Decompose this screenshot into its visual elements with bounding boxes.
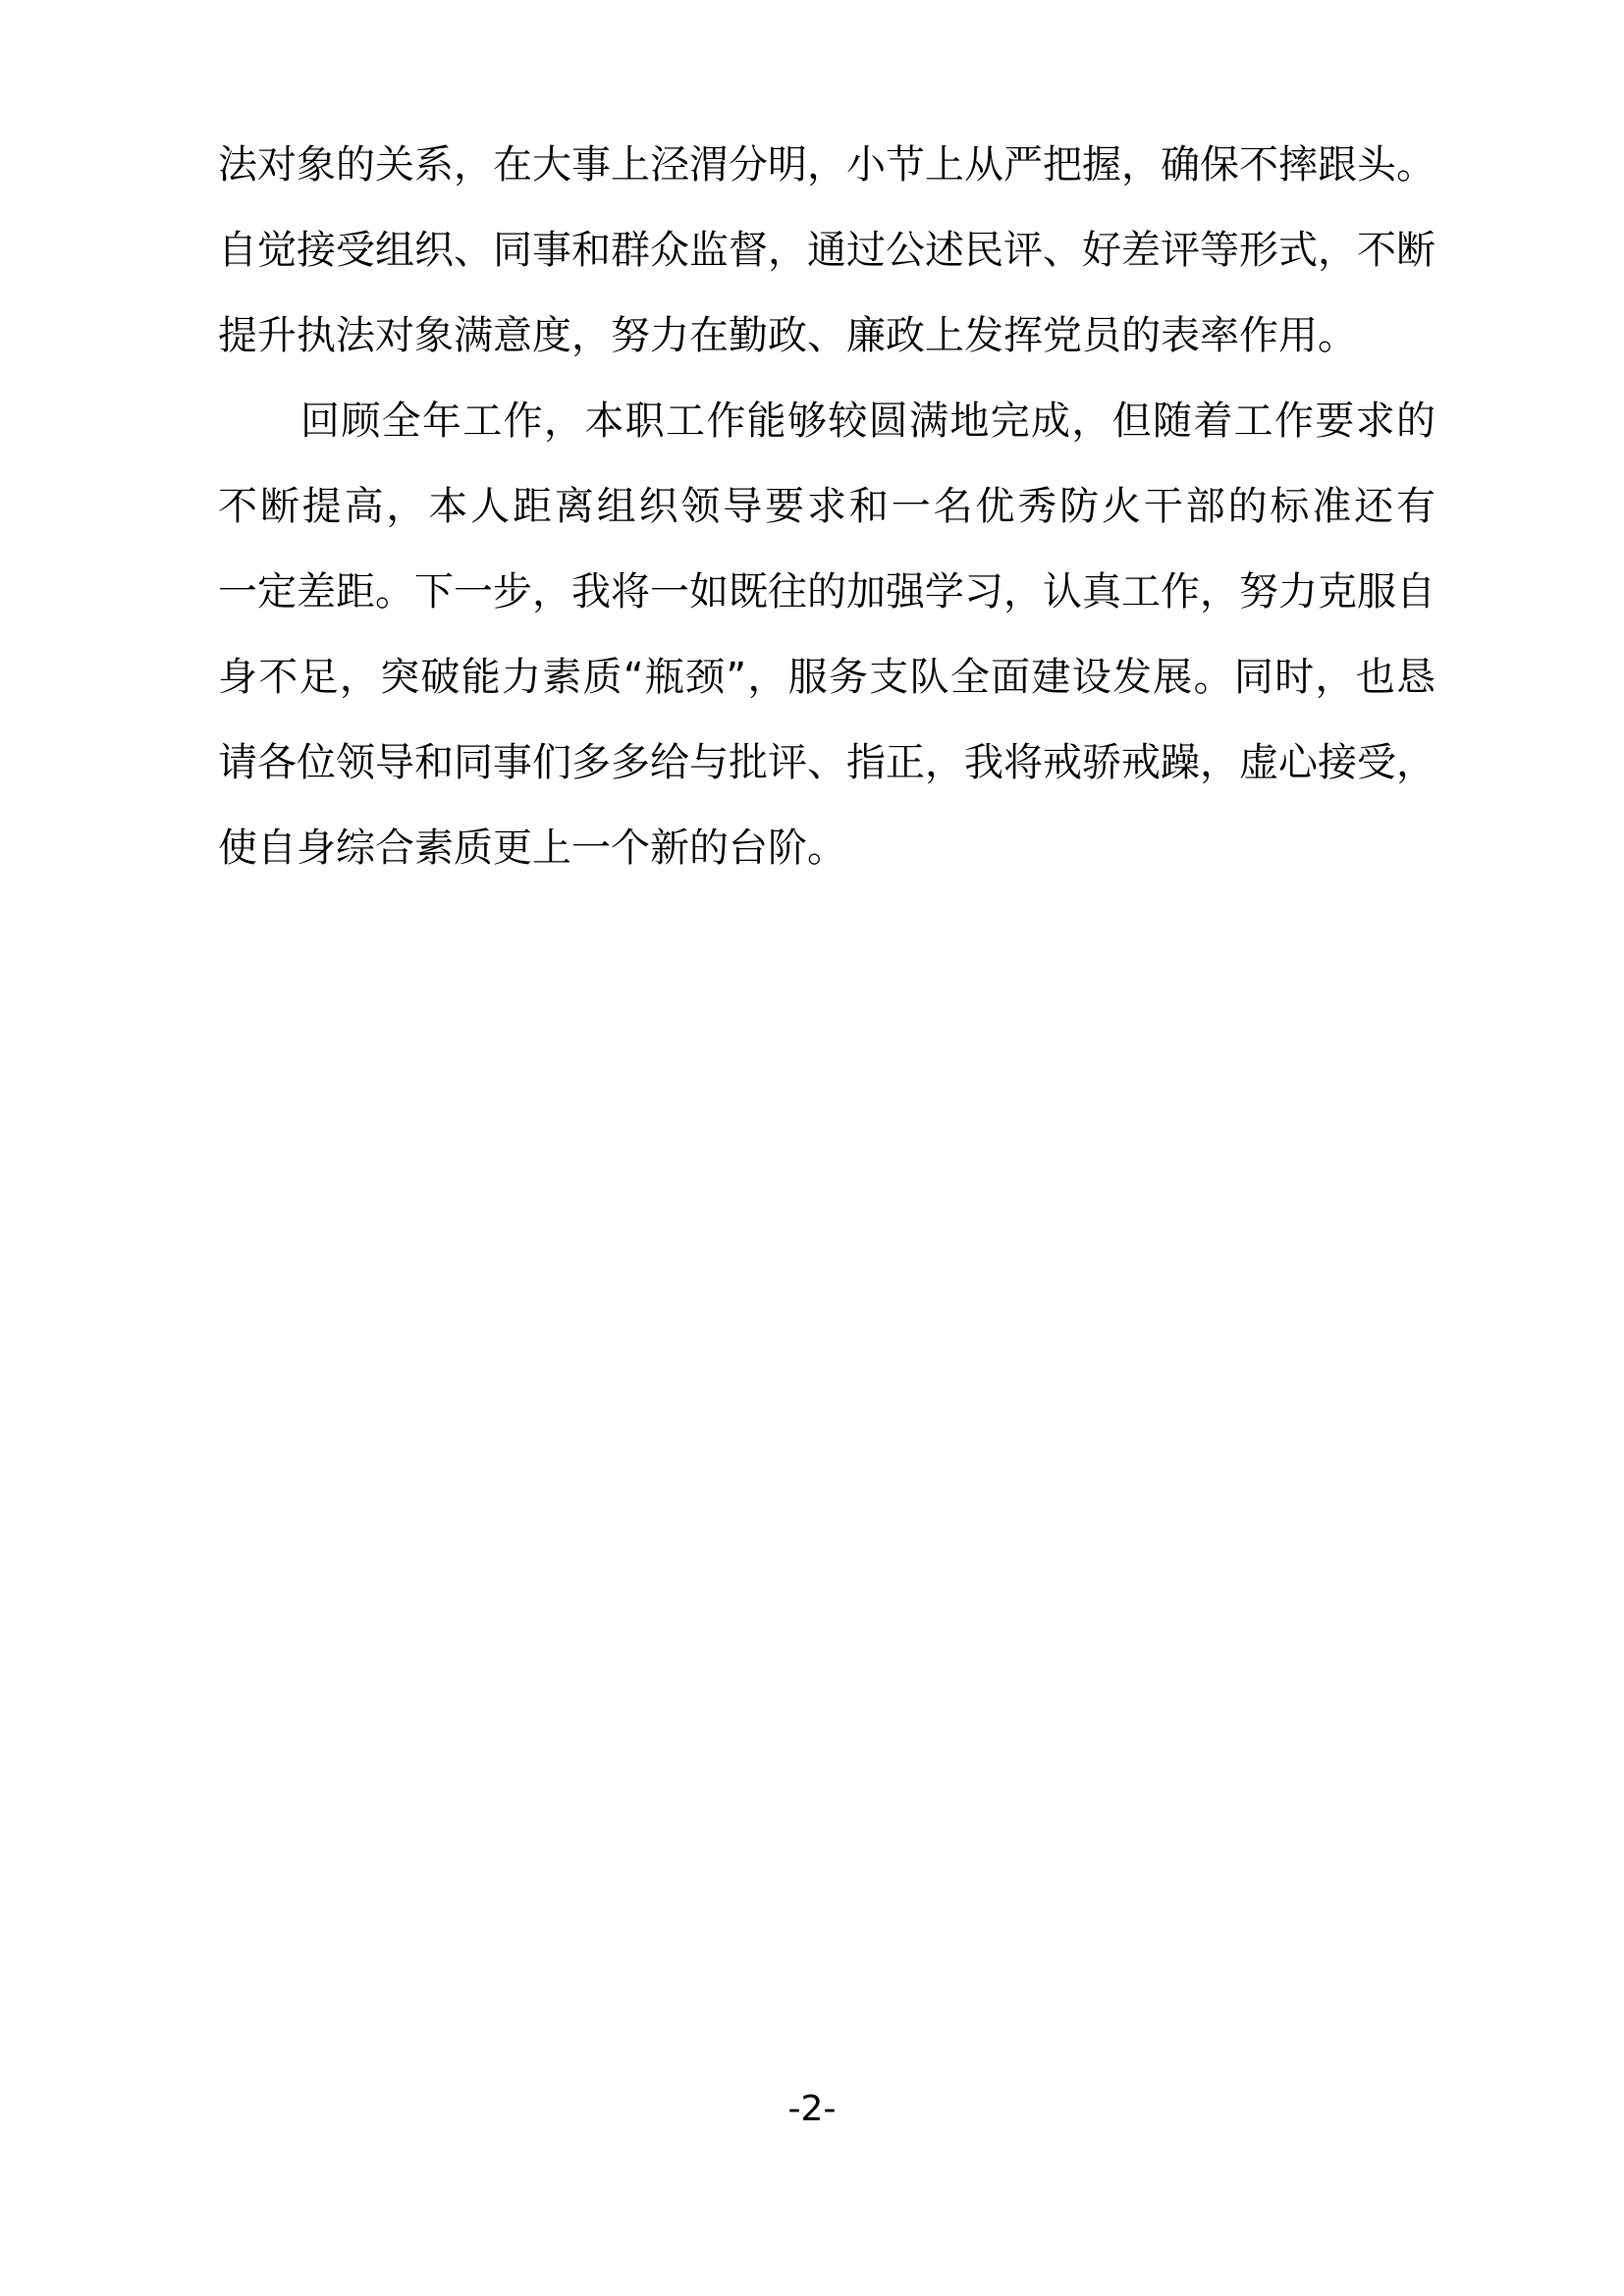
document-body (218, 123, 1435, 891)
paragraph-2 (218, 379, 1435, 891)
text-line: 使自身综合素质更上一个新的台阶。 (218, 826, 846, 871)
page-number: -2- (787, 2089, 837, 2129)
text-line: 身不足，突破能力素质“瓶颈”，服务支队全面建设发展。同时，也恳 (218, 655, 1435, 700)
text-line: 请各位领导和同事们多多给与批评、指正，我将戒骄戒躁，虚心接受， (218, 740, 1435, 785)
text-line: 回顾全年工作，本职工作能够较圆满地完成，但随着工作要求的 (300, 399, 1435, 444)
text-line: 一定差距。下一步，我将一如既往的加强学习，认真工作，努力克服自 (218, 569, 1435, 614)
text-line: 不断提高，本人距离组织领导要求和一名优秀防火干部的标准还有 (218, 484, 1435, 529)
text-line: 自觉接受组织、同事和群众监督，通过公述民评、好差评等形式，不断 (218, 228, 1435, 273)
text-line: 法对象的关系，在大事上泾渭分明，小节上从严把握，确保不摔跟头。 (218, 142, 1435, 187)
paragraph-1 (218, 123, 1435, 379)
text-line: 提升执法对象满意度，努力在勤政、廉政上发挥党员的表率作用。 (218, 313, 1357, 358)
